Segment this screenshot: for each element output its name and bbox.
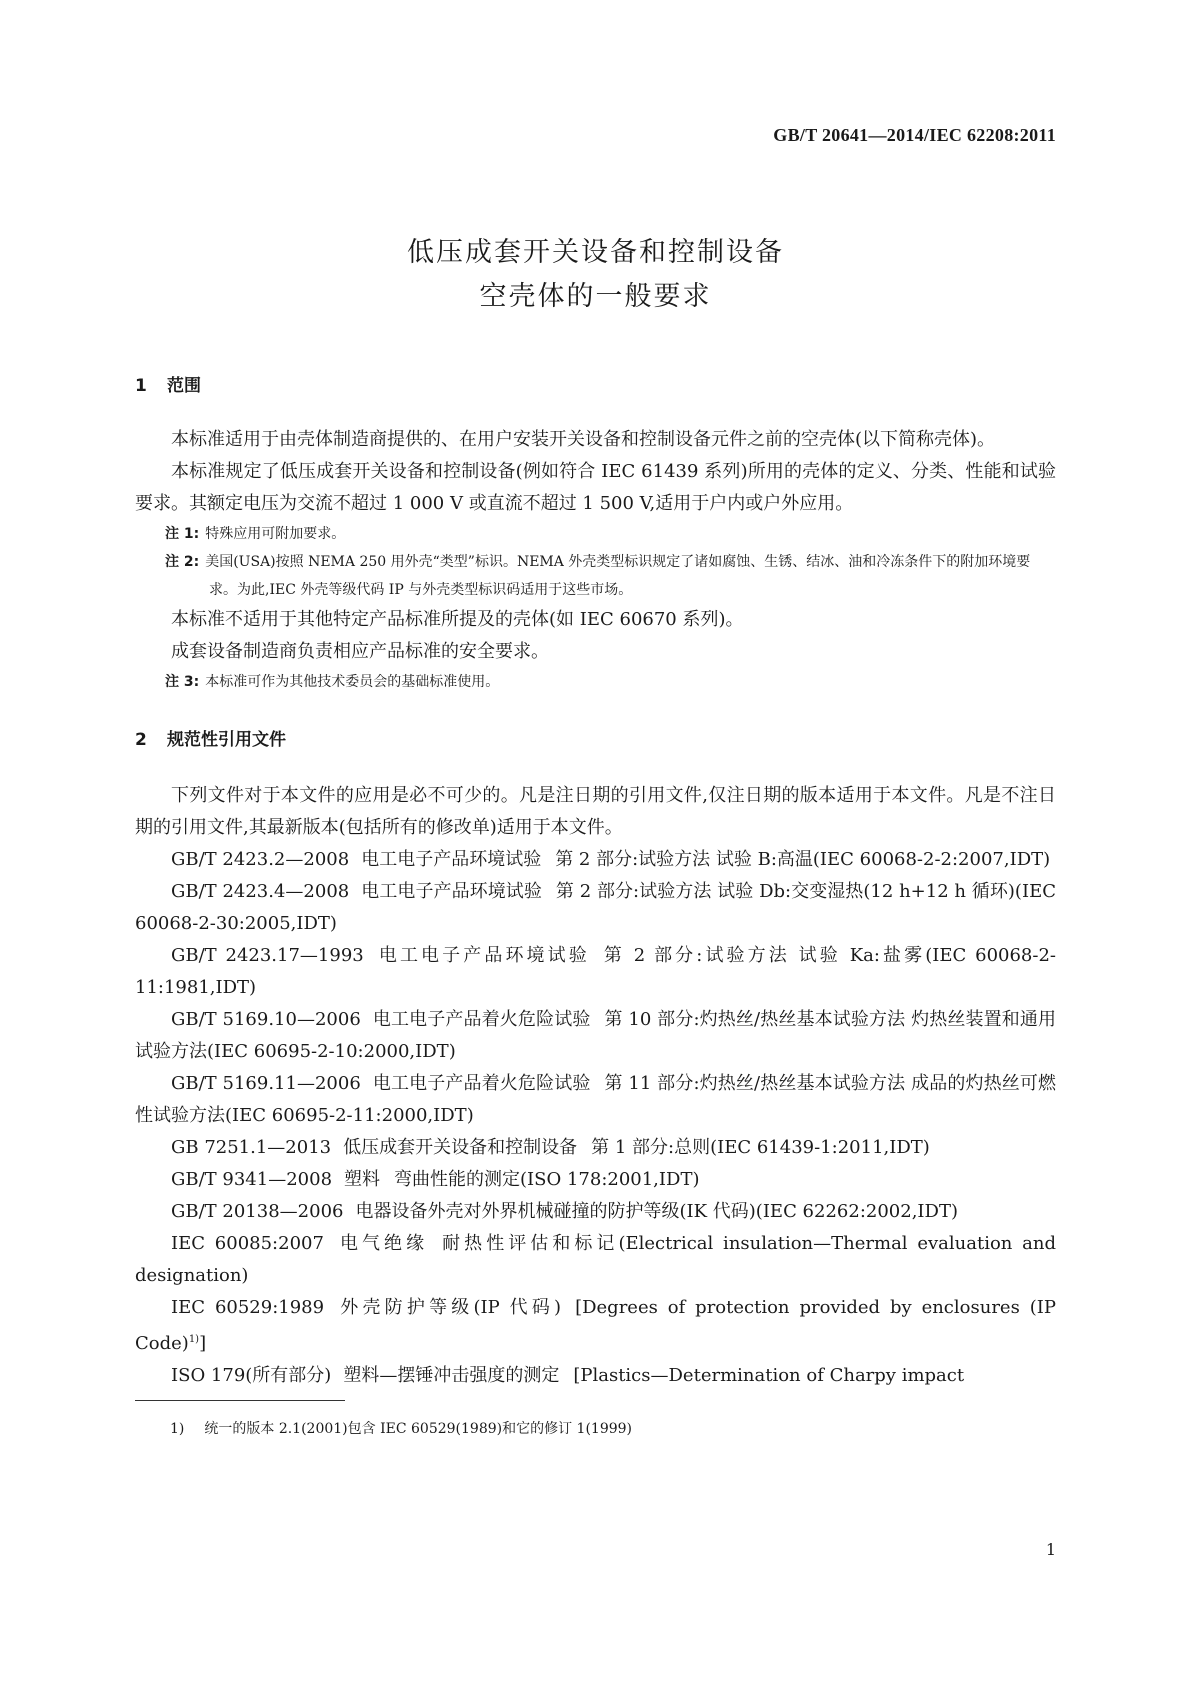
reference-code: GB/T 5169.10—2006 <box>171 1009 361 1030</box>
reference-detail: 第 1 部分:总则(IEC 61439-1:2011,IDT) <box>591 1137 930 1158</box>
paragraph: 本标准规定了低压成套开关设备和控制设备(例如符合 IEC 61439 系列)所用的壳体的定义、分类、性能和试验要求。其额定电压为交流不超过 1 000 V 或直流不超过 1 500 V,适用于户内或户外应用。 <box>135 461 1056 514</box>
reference-code: GB/T 2423.17—1993 <box>171 945 364 966</box>
page-number: 1 <box>1045 1540 1056 1559</box>
reference-detail: 第 2 部分:试验方法 试验 Db:交变湿热(12 h+12 h 循环)(IEC 60068-2-30:2005,IDT) <box>135 881 1056 934</box>
standard-code: GB/T 20641—2014/IEC 62208:2011 <box>773 125 1056 145</box>
reference-detail: 弯曲性能的测定(ISO 178:2001,IDT) <box>394 1169 700 1190</box>
reference-item <box>135 1292 1056 1360</box>
reference-detail: 耐热性评估和标记(Electrical insulation—Thermal evaluation and designation) <box>135 1233 1056 1286</box>
paragraph: 下列文件对于本文件的应用是必不可少的。凡是注日期的引用文件,仅注日期的版本适用于本文件。凡是不注日期的引用文件,其最新版本(包括所有的修改单)适用于本文件。 <box>135 785 1056 838</box>
reference-item <box>135 1360 1056 1392</box>
footnote-text: 统一的版本 2.1(2001)包含 IEC 60529(1989)和它的修订 1(1999) <box>204 1421 633 1437</box>
section-1-heading <box>135 370 1056 402</box>
note <box>165 668 1056 696</box>
reference-item <box>135 1196 1056 1228</box>
reference-detail: [Plastics—Determination of Charpy impact <box>573 1365 965 1386</box>
reference-detail: [Degrees of protection provided by enclosures (IP Code) <box>135 1297 1056 1354</box>
section-title: 规范性引用文件 <box>167 730 286 750</box>
reference-code: IEC 60085:2007 <box>171 1233 324 1254</box>
reference-title: 电气绝缘 <box>335 1233 429 1254</box>
paragraph: 本标准不适用于其他特定产品标准所提及的壳体(如 IEC 60670 系列)。 <box>171 609 744 630</box>
reference-code: GB/T 2423.4—2008 <box>171 881 350 902</box>
note <box>165 548 1056 604</box>
reference-code: IEC 60529:1989 <box>171 1297 325 1318</box>
reference-item <box>135 1164 1056 1196</box>
reference-item <box>135 876 1056 940</box>
footnote-mark: 1) <box>170 1421 185 1437</box>
page-title-line2: 空壳体的一般要求 <box>479 281 712 312</box>
reference-detail: 第 2 部分:试验方法 试验 B:高温(IEC 60068-2-2:2007,IDT) <box>555 849 1051 870</box>
footnote <box>170 1418 632 1438</box>
reference-detail: 第 2 部分:试验方法 试验 Ka:盐雾(IEC 60068-2-11:1981,IDT) <box>135 945 1056 998</box>
note-label: 注 2: <box>165 554 200 570</box>
reference-title: 电工电子产品环境试验 <box>361 849 542 870</box>
footnote-reference: 1) <box>188 1334 200 1345</box>
reference-item <box>135 844 1056 876</box>
reference-list <box>135 844 1056 1392</box>
reference-title: 电工电子产品环境试验 <box>375 945 590 966</box>
reference-code: GB/T 5169.11—2006 <box>171 1073 361 1094</box>
reference-code: GB/T 9341—2008 <box>171 1169 333 1190</box>
section-number: 1 <box>135 376 147 396</box>
reference-title: 低压成套开关设备和控制设备 <box>343 1137 578 1158</box>
reference-title: 塑料 <box>344 1169 381 1190</box>
reference-detail: 第 10 部分:灼热丝/热丝基本试验方法 灼热丝装置和通用试验方法(IEC 60695-2-10:2000,IDT) <box>135 1009 1056 1062</box>
note-text: 美国(USA)按照 NEMA 250 用外壳“类型”标识。NEMA 外壳类型标识规定了诸如腐蚀、生锈、结冰、油和冷冻条件下的附加环境要求。为此,IEC 外壳等级代码 IP 与外壳类型标识码适用于这些市场。 <box>205 554 1031 598</box>
note-label: 注 1: <box>165 526 200 542</box>
section-number: 2 <box>135 730 147 750</box>
body-content <box>135 370 1056 1392</box>
paragraph: 本标准适用于由壳体制造商提供的、在用户安装开关设备和控制设备元件之前的空壳体(以下简称壳体)。 <box>171 429 996 450</box>
paragraph: 成套设备制造商负责相应产品标准的安全要求。 <box>171 641 549 662</box>
reference-code: GB/T 20138—2006 <box>171 1201 344 1222</box>
reference-title: 电工电子产品着火危险试验 <box>372 1009 591 1030</box>
reference-title: 外壳防护等级(IP 代码) <box>336 1297 562 1318</box>
reference-item <box>135 1132 1056 1164</box>
note <box>165 520 1056 548</box>
reference-title: 电工电子产品着火危险试验 <box>372 1073 591 1094</box>
note-label: 注 3: <box>165 674 200 690</box>
page-title-line1: 低压成套开关设备和控制设备 <box>407 237 784 268</box>
reference-title: 塑料—摆锤冲击强度的测定 <box>343 1365 560 1386</box>
reference-code: GB 7251.1—2013 <box>171 1137 332 1158</box>
reference-code: GB/T 2423.2—2008 <box>171 849 350 870</box>
reference-item <box>135 1228 1056 1292</box>
note-text: 本标准可作为其他技术委员会的基础标准使用。 <box>205 674 500 690</box>
section-2-heading <box>135 724 1056 756</box>
note-text: 特殊应用可附加要求。 <box>205 526 346 542</box>
reference-detail: 第 11 部分:灼热丝/热丝基本试验方法 成品的灼热丝可燃性试验方法(IEC 60695-2-11:2000,IDT) <box>135 1073 1056 1126</box>
reference-item <box>135 1068 1056 1132</box>
reference-title: 电工电子产品环境试验 <box>361 881 542 902</box>
reference-item <box>135 1004 1056 1068</box>
reference-code: ISO 179(所有部分) <box>171 1365 332 1386</box>
footnote-separator <box>135 1400 345 1401</box>
section-title: 范围 <box>167 376 201 396</box>
reference-item <box>135 940 1056 1004</box>
reference-title: 电器设备外壳对外界机械碰撞的防护等级(IK 代码)(IEC 62262:2002,IDT) <box>355 1201 958 1222</box>
bracket-close: ] <box>199 1333 207 1354</box>
